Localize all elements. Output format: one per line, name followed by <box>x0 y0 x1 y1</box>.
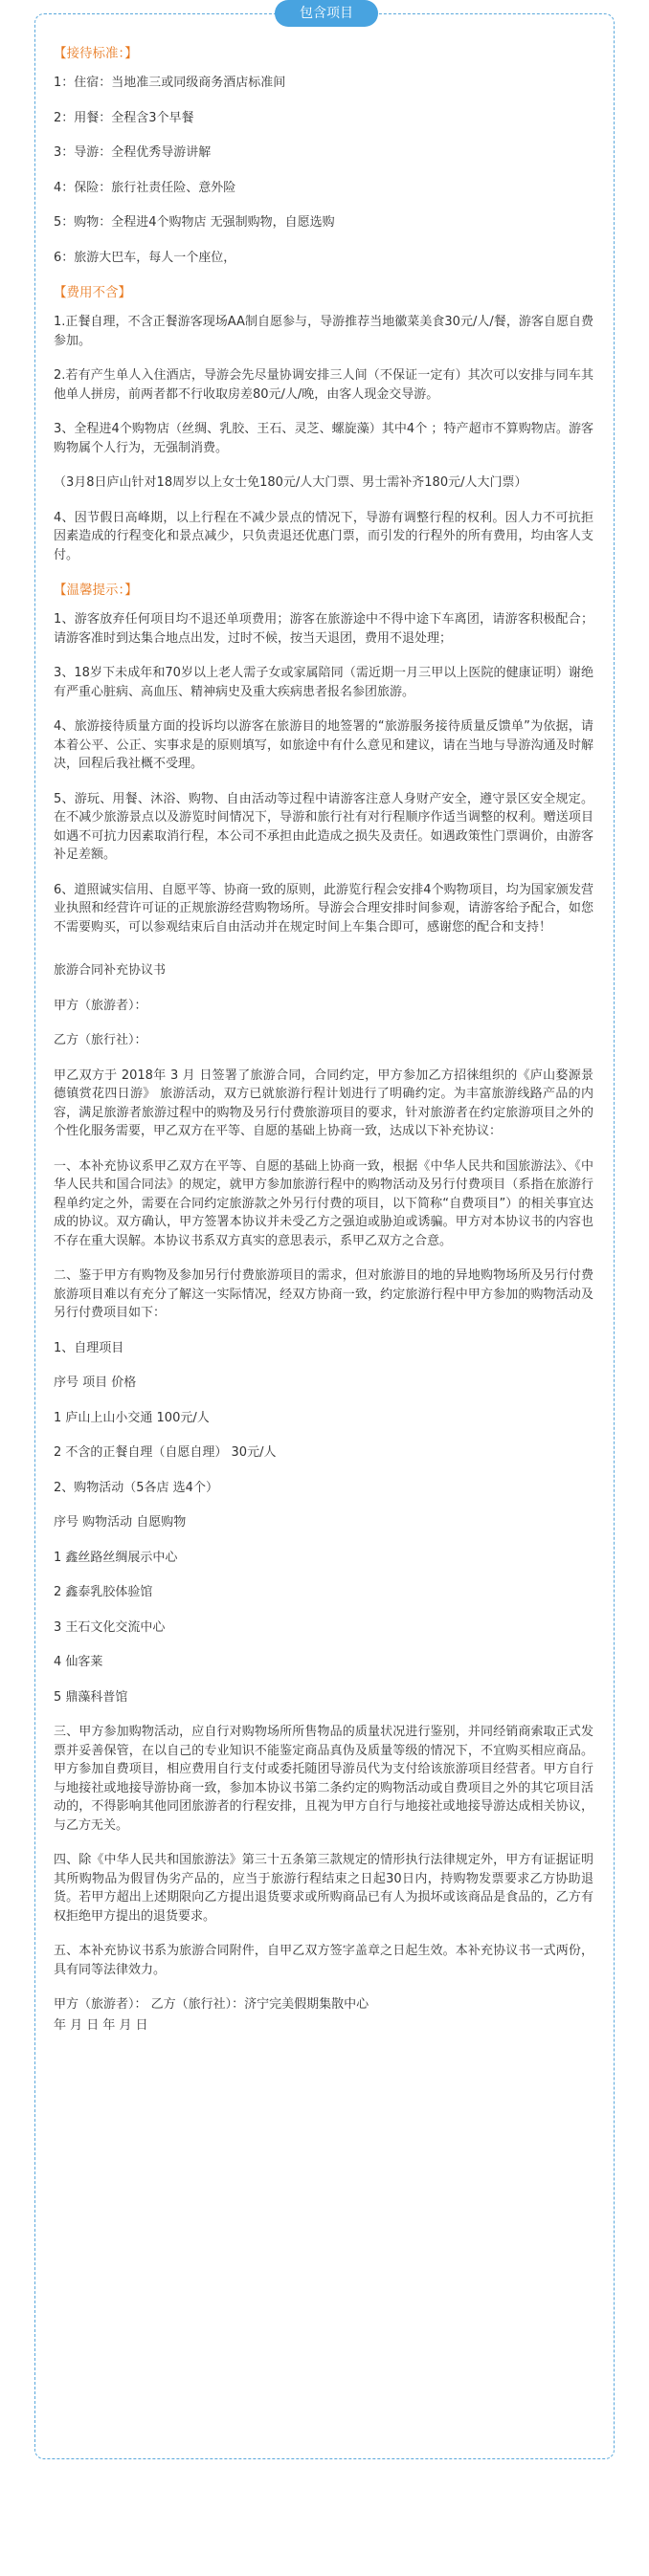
agreement-date: 年 月 日 年 月 日 <box>54 2017 148 2033</box>
heading-cost-excluded: 【费用不含】 <box>54 285 131 300</box>
package-items-tab: 包含项目 <box>275 0 378 27</box>
agreement-title: 旅游合同补充协议书 <box>54 963 167 978</box>
excluded-item-3: 3、全程进4个购物店（丝绸、乳胶、王石、灵芝、螺旋藻）其中4个 ；特产超市不算购物店。游客购物属个人行为，无强制消费。 <box>54 422 593 455</box>
shopping-row-4: 4 仙客莱 <box>54 1655 103 1669</box>
reception-item-3: 3：导游：全程优秀导游讲解 <box>54 145 212 160</box>
agreement-party-a: 甲方（旅游者）： <box>54 998 147 1013</box>
self-pay-heading: 1、自理项目 <box>54 1340 124 1355</box>
agreement-clause-4: 四、除《中华人民共和国旅游法》第三十五条第三款规定的情形执行法律规定外，甲方有证据证明其所购物品为假冒伪劣产品的，应当于旅游行程结束之日起30日内，持购物发票要求乙方协助退货。若甲方超出上述期限向乙方提出退货要求或所购商品已有人为损坏或该商品是食品的，乙方有权拒绝甲方提出的退货要求。 <box>54 1853 593 1924</box>
agreement-clause-1: 一、本补充协议系甲乙双方在平等、自愿的基础上协商一致，根据《中华人民共和国旅游法》、《中华人民共和国合同法》的规定，就甲方参加旅游行程中的购物活动及另行付费项目（系指在旅游行程单约定之外，需要在合同约定旅游款之外另行付费的项目，以下简称“自费项目”）的相关事宜达成的协议。双方确认，甲方签署本协议并未受乙方之强迫或胁迫或诱骗。甲方对本协议书的内容也不存在重大误解。本协议书系双方真实的意思表示，系甲乙双方之合意。 <box>54 1158 593 1248</box>
shopping-header: 序号 购物活动 自愿购物 <box>54 1515 187 1530</box>
self-pay-row-1: 1 庐山上山小交通 100元/人 <box>54 1410 210 1425</box>
agreement-party-b: 乙方（旅行社）： <box>54 1033 147 1047</box>
excluded-item-4: 4、因节假日高峰期，以上行程在不减少景点的情况下，导游有调整行程的权利。因人力不可抗拒因素造成的行程变化和景点减少，只负责退还优惠门票，而引发的行程外的所有费用，均由客人支付。 <box>54 510 593 562</box>
excluded-item-1: 1.正餐自理，不含正餐游客现场AA制自愿参与，导游推荐当地徽菜美食30元/人/餐，游客自愿自费参加。 <box>54 315 593 348</box>
agreement-clause-2: 二、鉴于甲方有购物及参加另行付费旅游项目的需求，但对旅游目的地的异地购物场所及另行付费旅游项目难以有充分了解这一实际情况，经双方协商一致，约定旅游行程中甲方参加的购物活动及另行付费项目如下： <box>54 1268 593 1320</box>
tip-item-1: 1、游客放弃任何项目均不退还单项费用；游客在旅游途中不得中途下车离团，请游客积极配合；请游客准时到达集合地点出发，过时不候，按当天退团，费用不退处理； <box>54 612 593 646</box>
shopping-heading: 2、购物活动（5各店 选4个） <box>54 1480 218 1495</box>
shopping-row-3: 3 王石文化交流中心 <box>54 1619 166 1635</box>
heading-reception-standard: 【接待标准：】 <box>54 46 138 61</box>
agreement-clause-5: 五、本补充协议书系为旅游合同附件，自甲乙双方签字盖章之日起生效。本补充协议书一式两份，具有同等法律效力。 <box>54 1944 593 1977</box>
excluded-item-note: （3月8日庐山针对18周岁以上女士免180元/人大门票、男士需补齐180元/人大门票） <box>54 475 527 490</box>
reception-item-4: 4：保险：旅行社责任险、意外险 <box>54 180 236 195</box>
reception-item-2: 2：用餐：全程含3个早餐 <box>54 110 194 125</box>
reception-item-1: 1：住宿：当地准三或同级商务酒店标准间 <box>54 76 286 90</box>
self-pay-row-2: 2 不含的正餐自理（自愿自理） 30元/人 <box>54 1445 277 1460</box>
agreement-preamble: 甲乙双方于 2018年 3 月 日签署了旅游合同，合同约定，甲方参加乙方招徕组织的《庐山婺源景德镇赏花四日游》 旅游活动，双方已就旅游行程计划进行了明确约定。为丰富旅游线路产品的内容，满足旅游者旅游过程中的购物及另行付费旅游项目的要求，针对旅游者在约定旅游项目之外的个性化服务需要，甲乙双方在平等、自愿的基础上协商一致，达成以下补充协议： <box>54 1068 593 1138</box>
tip-item-6: 6、道照诚实信用、自愿平等、协商一致的原则，此游览行程会安排4个购物项目，均为国家颁发营业执照和经营许可证的正规旅游经营购物场所。导游会合理安排时间参观，请游客给予配合，如您不需要购买，可以参观结束后自由活动并在规定时间上车集合即可，感谢您的配合和支持！ <box>54 882 593 935</box>
shopping-row-2: 2 鑫泰乳胶体验馆 <box>54 1585 153 1599</box>
shopping-row-5: 5 鼎藻科普馆 <box>54 1689 128 1705</box>
excluded-item-2: 2.若有产生单人入住酒店，导游会先尽量协调安排三人间（不保证一定有）其次可以安排与同车其他单人拼房，前两者都不行收取房差80元/人/晚，由客人现金交导游。 <box>54 368 593 402</box>
reception-item-6: 6：旅游大巴车，每人一个座位， <box>54 250 236 265</box>
shopping-row-1: 1 鑫丝路丝绸展示中心 <box>54 1550 178 1565</box>
tip-item-5: 5、游玩、用餐、沐浴、购物、自由活动等过程中请游客注意人身财产安全，遵守景区安全规定。在不减少旅游景点以及游览时间情况下，导游和旅行社有对行程顺序作适当调整的权利。赠送项目如遇不可抗力因素取消行程，本公司不承担由此造成之损失及责任。如遇政策性门票调价，由游客补足差额。 <box>54 791 593 862</box>
content-area <box>54 38 593 2051</box>
heading-warm-tips: 【温馨提示：】 <box>54 583 138 598</box>
tip-item-4: 4、旅游接待质量方面的投诉均以游客在旅游目的地签署的“旅游服务接待质量反馈单”为依据，请本着公平、公正、实事求是的原则填写，如旅途中有什么意见和建议，请在当地与导游沟通及时解决，回程后我社概不受理。 <box>54 719 593 771</box>
self-pay-header: 序号 项目 价格 <box>54 1376 137 1390</box>
agreement-signature: 甲方（旅游者）： 乙方（旅行社）：济宁完美假期集散中心 <box>54 1997 369 2012</box>
agreement-clause-3: 三、甲方参加购物活动，应自行对购物场所所售物品的质量状况进行鉴别，并同经销商索取正式发票并妥善保管，在以自己的专业知识不能鉴定商品真伪及质量等级的情况下，不宜购买相应商品。甲方参加自费项目，相应费用自行支付或委托随团导游员代为支付给该旅游项目经营者。甲方自行与地接社或地接导游协商一致，参加本协议书第二条约定的购物活动或自费项目之外的其它项目活动的，不得影响其他同团旅游者的行程安排，且视为甲方自行与地接社或地接导游达成相关协议，与乙方无关。 <box>54 1725 593 1833</box>
reception-item-5: 5：购物：全程进4个购物店 无强制购物，自愿选购 <box>54 215 335 230</box>
tip-item-3: 3、18岁下未成年和70岁以上老人需子女或家属陪同（需近期一月三甲以上医院的健康证明）谢绝有严重心脏病、高血压、精神病史及重大疾病患者报名参团旅游。 <box>54 666 593 699</box>
